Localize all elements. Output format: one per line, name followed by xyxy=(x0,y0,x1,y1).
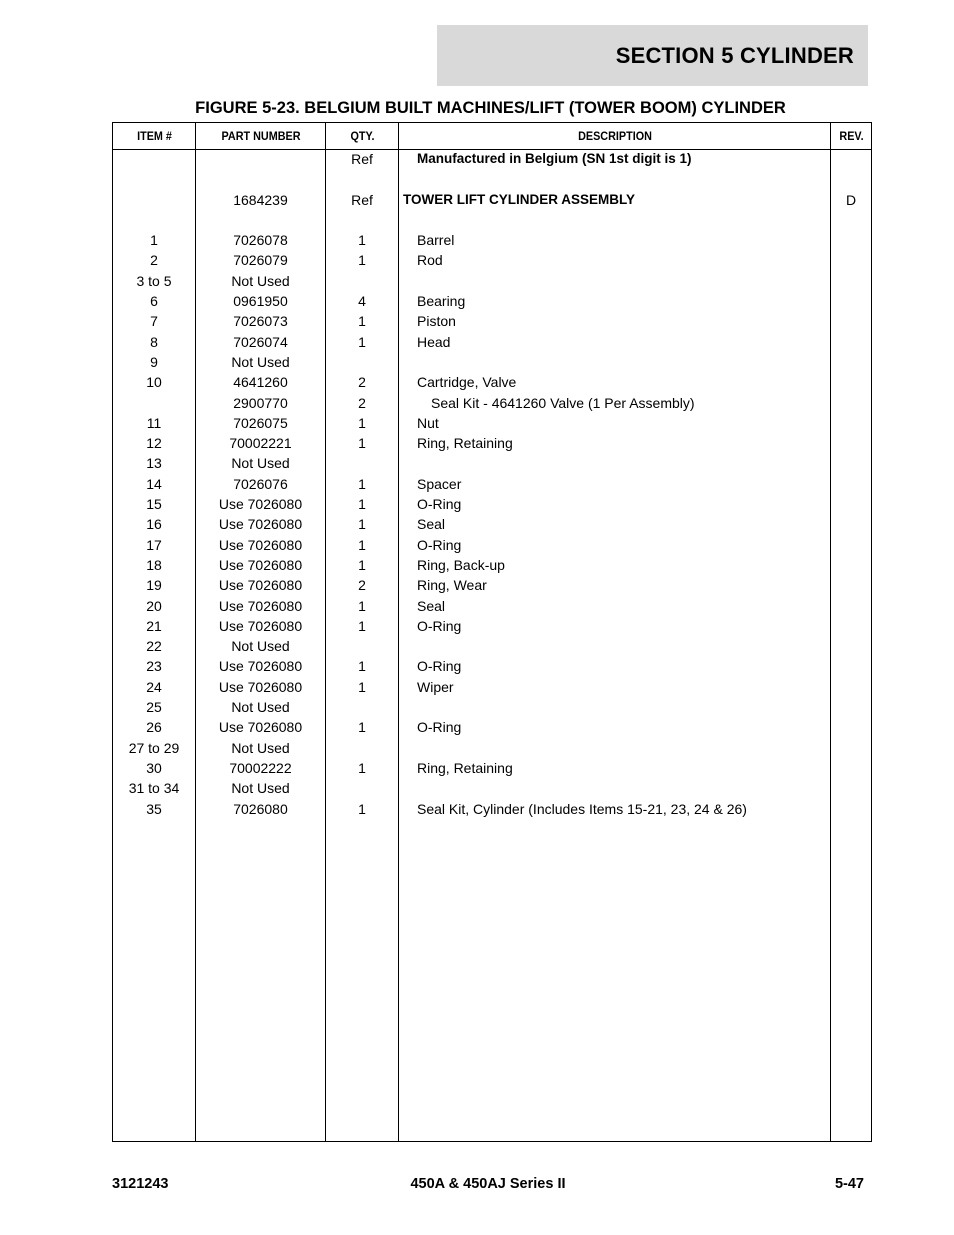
item-cell xyxy=(113,151,195,171)
rev-cell xyxy=(831,334,871,354)
qty-cell: 1 xyxy=(358,556,366,573)
qty-cell: 2 xyxy=(358,394,366,411)
table-header-row xyxy=(113,123,872,150)
qty-cell xyxy=(326,171,398,191)
part-number-cell: Use 7026080 xyxy=(218,719,303,736)
item-cell: 22 xyxy=(146,638,162,655)
description-cell xyxy=(399,273,830,293)
rev-cell xyxy=(831,679,871,699)
item-cell: 3 to 5 xyxy=(136,272,172,289)
page-number: 5-47 xyxy=(834,1176,864,1192)
item-cell xyxy=(113,395,195,415)
part-number-cell: Not Used xyxy=(231,739,290,756)
rev-cell xyxy=(831,395,871,415)
item-cell: 13 xyxy=(146,455,162,472)
description-cell: Cartridge, Valve xyxy=(417,374,517,391)
rev-cell xyxy=(831,415,871,435)
description-cell: Rod xyxy=(417,252,443,269)
part-number-cell: Use 7026080 xyxy=(218,556,303,573)
table-body xyxy=(113,150,872,1142)
rev-cell xyxy=(831,354,871,374)
qty-cell xyxy=(326,699,398,719)
qty-cell: 1 xyxy=(358,759,366,776)
part-number-cell: Not Used xyxy=(231,272,290,289)
qty-cell: 1 xyxy=(358,252,366,269)
item-cell: 9 xyxy=(150,353,158,370)
rev-cell xyxy=(831,740,871,760)
rev-cell xyxy=(831,232,871,252)
column-header-part-number: PART NUMBER xyxy=(202,123,319,150)
qty-cell: 1 xyxy=(358,475,366,492)
part-number-cell: 7026076 xyxy=(233,475,288,492)
item-cell: 35 xyxy=(146,800,162,817)
part-number-cell: 2900770 xyxy=(233,394,288,411)
description-cell xyxy=(399,638,830,658)
item-cell: 6 xyxy=(150,293,158,310)
qty-cell: 1 xyxy=(358,496,366,513)
rev-cell xyxy=(831,374,871,394)
description-cell xyxy=(399,354,830,374)
part-number-cell: 7026079 xyxy=(233,252,288,269)
column-header-item: ITEM # xyxy=(117,123,192,150)
part-number-cell: Use 7026080 xyxy=(218,496,303,513)
item-cell: 19 xyxy=(146,577,162,594)
rev-cell xyxy=(831,618,871,638)
description-cell: O-Ring xyxy=(417,617,462,634)
item-cell: 26 xyxy=(146,719,162,736)
model-name: 450A & 450AJ Series II xyxy=(410,1176,566,1192)
part-number-cell: Use 7026080 xyxy=(218,678,303,695)
part-number-cell: Use 7026080 xyxy=(218,658,303,675)
rev-cell xyxy=(831,273,871,293)
item-cell: 20 xyxy=(146,597,162,614)
rev-cell xyxy=(831,293,871,313)
rev-cell xyxy=(831,719,871,739)
part-number-cell: Not Used xyxy=(231,353,290,370)
description-cell: Ring, Retaining xyxy=(417,759,513,776)
description-cell: Ring, Wear xyxy=(417,577,487,594)
part-number-cell: 7026074 xyxy=(233,333,288,350)
qty-cell xyxy=(326,273,398,293)
description-cell: Barrel xyxy=(417,232,455,249)
item-cell: 1 xyxy=(150,232,158,249)
rev-cell xyxy=(831,313,871,333)
rev-cell xyxy=(831,801,871,821)
item-cell: 21 xyxy=(146,617,162,634)
description-cell: Ring, Back-up xyxy=(417,556,505,573)
description-cell: Head xyxy=(417,333,451,350)
item-cell: 27 to 29 xyxy=(128,739,180,756)
rev-cell xyxy=(831,598,871,618)
item-cell: 30 xyxy=(146,759,162,776)
qty-cell: 1 xyxy=(358,435,366,452)
part-number-cell: 4641260 xyxy=(233,374,288,391)
qty-cell: 1 xyxy=(358,516,366,533)
part-number-cell: 7026075 xyxy=(233,414,288,431)
part-number-cell: 1684239 xyxy=(233,191,288,208)
part-number-cell: Use 7026080 xyxy=(218,597,303,614)
part-number-cell: Use 7026080 xyxy=(218,516,303,533)
item-cell: 16 xyxy=(146,516,162,533)
description-cell: Seal Kit, Cylinder (Includes Items 15-21, 23, 24 & 26) xyxy=(417,800,747,817)
description-cell: Bearing xyxy=(417,293,466,310)
part-number-cell xyxy=(196,171,325,191)
column-header-rev: REV. xyxy=(833,123,870,150)
item-cell xyxy=(113,192,195,212)
rev-cell xyxy=(831,760,871,780)
part-number-column xyxy=(196,150,326,1142)
item-cell: 2 xyxy=(150,252,158,269)
part-number-cell: Use 7026080 xyxy=(218,536,303,553)
item-cell: 11 xyxy=(146,414,162,431)
rev-cell xyxy=(831,699,871,719)
item-cell: 12 xyxy=(146,435,162,452)
rev-cell xyxy=(831,496,871,516)
part-number-cell: 70002221 xyxy=(229,435,292,452)
item-cell: 25 xyxy=(146,699,162,716)
qty-cell: 1 xyxy=(358,658,366,675)
qty-cell: 1 xyxy=(358,617,366,634)
description-column xyxy=(399,150,831,1142)
rev-column xyxy=(831,150,872,1142)
section-banner xyxy=(437,25,868,86)
rev-cell xyxy=(831,638,871,658)
item-cell xyxy=(113,212,195,232)
page-footer xyxy=(112,1176,864,1196)
column-header-qty: QTY. xyxy=(329,123,395,150)
rev-cell: D xyxy=(845,191,857,208)
description-cell: Nut xyxy=(417,414,439,431)
rev-cell xyxy=(831,455,871,475)
description-cell: TOWER LIFT CYLINDER ASSEMBLY xyxy=(403,191,636,207)
description-cell: Seal Kit - 4641260 Valve (1 Per Assembly) xyxy=(431,394,695,411)
item-cell: 23 xyxy=(146,658,162,675)
description-cell: O-Ring xyxy=(417,496,462,513)
qty-cell: 1 xyxy=(358,800,366,817)
part-number-cell: 0961950 xyxy=(233,293,288,310)
description-cell: Wiper xyxy=(417,678,454,695)
qty-cell xyxy=(326,212,398,232)
qty-cell: 2 xyxy=(358,577,366,594)
qty-column xyxy=(326,150,399,1142)
qty-cell: 1 xyxy=(358,333,366,350)
part-number-cell: Not Used xyxy=(231,780,290,797)
item-cell: 24 xyxy=(146,678,162,695)
column-header-description: DESCRIPTION xyxy=(420,123,809,150)
part-number-cell: 7026080 xyxy=(233,800,288,817)
description-cell: Piston xyxy=(417,313,456,330)
rev-cell xyxy=(831,476,871,496)
description-cell: Ring, Retaining xyxy=(417,435,513,452)
qty-cell xyxy=(326,740,398,760)
part-number-cell: 7026078 xyxy=(233,232,288,249)
description-cell xyxy=(399,740,830,760)
rev-cell xyxy=(831,516,871,536)
part-number-cell: Use 7026080 xyxy=(218,577,303,594)
rev-cell xyxy=(831,577,871,597)
qty-cell: 1 xyxy=(358,678,366,695)
qty-cell xyxy=(326,455,398,475)
qty-cell: Ref xyxy=(351,151,373,167)
part-number-cell: Not Used xyxy=(231,455,290,472)
rev-cell xyxy=(831,252,871,272)
description-cell: Seal xyxy=(417,516,446,533)
rev-cell xyxy=(831,537,871,557)
part-number-cell: 7026073 xyxy=(233,313,288,330)
item-cell: 17 xyxy=(146,536,162,553)
description-cell: Spacer xyxy=(417,475,462,492)
description-cell xyxy=(399,699,830,719)
description-cell: Manufactured in Belgium (SN 1st digit is 1) xyxy=(417,151,692,166)
figure-title: FIGURE 5-23. BELGIUM BUILT MACHINES/LIFT (TOWER BOOM) CYLINDER xyxy=(195,99,786,117)
description-cell: O-Ring xyxy=(417,536,462,553)
item-cell: 10 xyxy=(146,374,162,391)
rev-cell xyxy=(831,435,871,455)
qty-cell: 1 xyxy=(358,719,366,736)
part-number-cell: Not Used xyxy=(231,638,290,655)
rev-cell xyxy=(831,212,871,232)
item-column xyxy=(113,150,196,1142)
rev-cell xyxy=(831,658,871,678)
qty-cell: 4 xyxy=(358,293,366,310)
qty-cell xyxy=(326,354,398,374)
rev-cell xyxy=(831,151,871,171)
description-cell: Seal xyxy=(417,597,446,614)
part-number-cell: 70002222 xyxy=(229,759,292,776)
item-cell: 15 xyxy=(146,496,162,513)
description-cell xyxy=(399,171,830,191)
description-cell: O-Ring xyxy=(417,719,462,736)
part-number-cell: Use 7026080 xyxy=(218,617,303,634)
parts-table xyxy=(112,122,872,1142)
rev-cell xyxy=(831,780,871,800)
qty-cell: 1 xyxy=(358,536,366,553)
rev-cell xyxy=(831,557,871,577)
qty-cell: 1 xyxy=(358,232,366,249)
item-cell: 31 to 34 xyxy=(128,780,180,797)
item-cell xyxy=(113,171,195,191)
item-cell: 14 xyxy=(146,475,162,492)
item-cell: 7 xyxy=(150,313,158,330)
qty-cell: Ref xyxy=(351,191,373,208)
part-number-cell: Not Used xyxy=(231,699,290,716)
item-cell: 18 xyxy=(146,556,162,573)
item-cell: 8 xyxy=(150,333,158,350)
section-title: SECTION 5 CYLINDER xyxy=(615,42,854,68)
doc-number: 3121243 xyxy=(112,1176,169,1192)
qty-cell: 2 xyxy=(358,374,366,391)
qty-cell: 1 xyxy=(358,414,366,431)
description-cell xyxy=(399,780,830,800)
description-cell xyxy=(399,455,830,475)
description-cell: O-Ring xyxy=(417,658,462,675)
qty-cell xyxy=(326,780,398,800)
rev-cell xyxy=(831,171,871,191)
part-number-cell xyxy=(196,151,325,171)
qty-cell: 1 xyxy=(358,313,366,330)
description-cell xyxy=(399,212,830,232)
qty-cell: 1 xyxy=(358,597,366,614)
qty-cell xyxy=(326,638,398,658)
part-number-cell xyxy=(196,212,325,232)
